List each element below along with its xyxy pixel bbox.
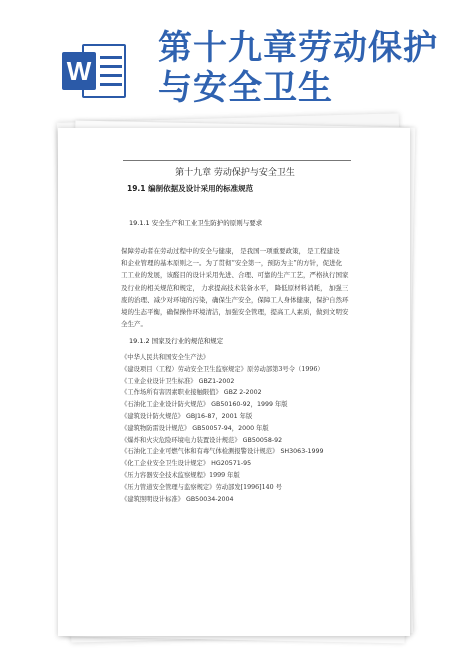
page-title-line-1: 第十九章劳动保护	[158, 28, 438, 68]
chapter-title: 第十九章 劳动保护与安全卫生	[175, 168, 295, 178]
reference-item: 《压力管道安全管理与监察规定》劳动部发[1996]140 号	[121, 483, 282, 491]
page-title-line-2: 与安全卫生	[158, 68, 333, 108]
header-rule	[123, 160, 351, 161]
reference-item: 《中华人民共和国安全生产法》	[121, 354, 210, 361]
header-banner	[0, 0, 474, 125]
reference-item: 《石油化工企业可燃气体和有毒气体检测报警设计规范》 SH3063-1999	[121, 448, 324, 456]
body-paragraph	[121, 245, 363, 330]
reference-item: 《建设项目（工程）劳动安全卫生监察规定》原劳动部第3号令（1996）	[121, 365, 324, 373]
reference-item: 《建筑设计防火规范》 GBJ16-87，2001 年版	[121, 412, 253, 420]
subsection-title-2: 19.1.2 国家及行业的规范和规定	[129, 337, 224, 345]
reference-item: 《工业企业设计卫生标准》 GBZ1-2002	[121, 377, 235, 385]
reference-list	[121, 352, 371, 505]
reference-item: 《工作场所有害因素职业接触限值》 GBZ 2-2002	[121, 389, 262, 397]
reference-item: 《爆炸和火灾危险环境电力装置设计规范》 GB50058-92	[121, 436, 283, 444]
reference-item: 《建筑照明设计标准》 GB50034-2004	[121, 495, 234, 503]
word-icon-badge: W	[62, 52, 96, 90]
paragraph-line: 工工业的发展，该醛目的设计采用先进、合理、可靠的生产工艺，严格执行国家	[121, 271, 349, 280]
paragraph-line: 全生产。	[121, 320, 147, 329]
page-title	[158, 28, 458, 108]
paragraph-line: 保障劳动者在劳动过程中的安全与健康， 是我国一项重要政策， 是工程建设	[121, 247, 340, 255]
paragraph-line: 及行业的相关规范和规定， 力求提高技术装备水平， 降低原材料消耗， 加强三	[121, 283, 349, 292]
section-title: 19.1 编制依据及设计采用的标准规范	[127, 184, 254, 193]
paragraph-line: 境的生态平衡，确保操作环境清洁，加强安全管理，提高工人素质，做到文明安	[121, 308, 349, 317]
paragraph-line: 废的治理、减少对环境的污染，确保生产安全，保障工人身体健康，保护自然环	[121, 295, 349, 304]
paragraph-line: 和企业管理的基本原则之一。为了贯彻“安全第一，预防为主”的方针，促进化	[121, 259, 343, 268]
word-icon	[62, 42, 130, 100]
reference-item: 《石油化工企业设计防火规范》 GB50160-92，1999 年版	[121, 401, 288, 409]
reference-item: 《压力容器安全技术监察规程》1999 年版	[121, 471, 240, 479]
reference-item: 《化工企业安全卫生设计规定》 HG20571-95	[121, 460, 252, 468]
reference-item: 《建筑物防雷设计规范》 GB50057-94，2000 年版	[121, 424, 269, 432]
subsection-title-1: 19.1.1 安全生产和工业卫生防护的原则与要求	[129, 219, 263, 227]
